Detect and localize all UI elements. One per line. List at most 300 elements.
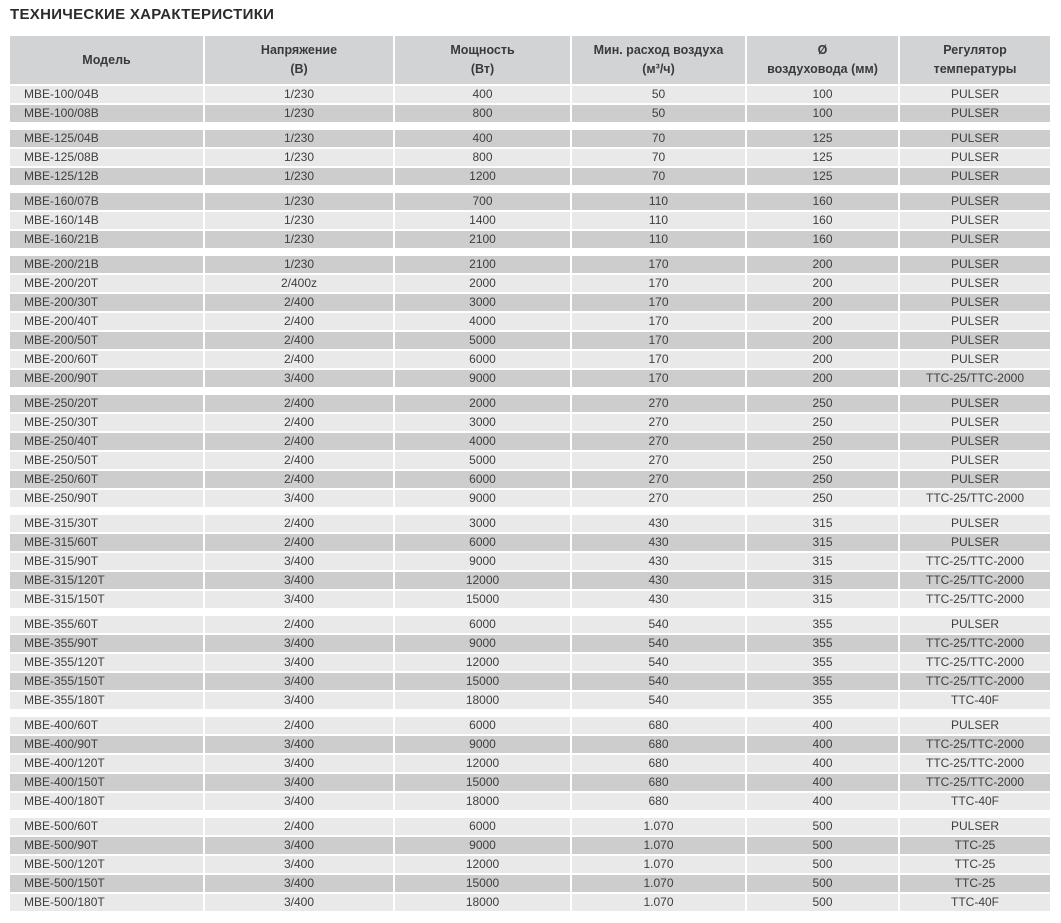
cell-model: MBE-200/20T bbox=[10, 275, 203, 292]
cell-diameter: 250 bbox=[747, 471, 898, 488]
cell-diameter: 500 bbox=[747, 837, 898, 854]
cell-model: MBE-400/60T bbox=[10, 717, 203, 734]
cell-regulator: PULSER bbox=[900, 193, 1050, 210]
table-row bbox=[10, 168, 1050, 185]
cell-airflow: 170 bbox=[572, 370, 745, 387]
cell-airflow: 110 bbox=[572, 212, 745, 229]
cell-airflow: 430 bbox=[572, 553, 745, 570]
cell-model: MBE-250/20T bbox=[10, 395, 203, 412]
cell-airflow: 1.070 bbox=[572, 875, 745, 892]
cell-diameter: 315 bbox=[747, 572, 898, 589]
cell-model: MBE-500/60T bbox=[10, 818, 203, 835]
table-row bbox=[10, 755, 1050, 772]
cell-power: 3000 bbox=[395, 414, 570, 431]
table-row bbox=[10, 395, 1050, 412]
header-cell-power bbox=[395, 36, 570, 84]
cell-power: 800 bbox=[395, 105, 570, 122]
cell-power: 15000 bbox=[395, 591, 570, 608]
cell-airflow: 540 bbox=[572, 616, 745, 633]
cell-airflow: 110 bbox=[572, 231, 745, 248]
cell-regulator: PULSER bbox=[900, 105, 1050, 122]
header-cell-voltage bbox=[205, 36, 393, 84]
cell-voltage: 1/230 bbox=[205, 212, 393, 229]
table-row bbox=[10, 572, 1050, 589]
cell-model: MBE-125/08B bbox=[10, 149, 203, 166]
cell-power: 2000 bbox=[395, 275, 570, 292]
cell-power: 2000 bbox=[395, 395, 570, 412]
cell-power: 18000 bbox=[395, 692, 570, 709]
cell-power: 6000 bbox=[395, 351, 570, 368]
cell-regulator: TTC-25/TTC-2000 bbox=[900, 736, 1050, 753]
table-row bbox=[10, 736, 1050, 753]
cell-regulator: TTC-25/TTC-2000 bbox=[900, 654, 1050, 671]
cell-regulator: PULSER bbox=[900, 149, 1050, 166]
table-row bbox=[10, 351, 1050, 368]
cell-model: MBE-500/120T bbox=[10, 856, 203, 873]
cell-airflow: 270 bbox=[572, 452, 745, 469]
cell-diameter: 500 bbox=[747, 875, 898, 892]
table-group-MBE-160 bbox=[10, 193, 1050, 248]
cell-power: 6000 bbox=[395, 534, 570, 551]
cell-diameter: 200 bbox=[747, 351, 898, 368]
header-line2: (Вт) bbox=[470, 62, 495, 76]
header-cell-regulator bbox=[900, 36, 1050, 84]
header-line1: Мощность bbox=[450, 43, 515, 58]
cell-power: 5000 bbox=[395, 332, 570, 349]
cell-airflow: 430 bbox=[572, 515, 745, 532]
table-group-MBE-100 bbox=[10, 86, 1050, 122]
cell-power: 6000 bbox=[395, 818, 570, 835]
cell-diameter: 100 bbox=[747, 86, 898, 103]
cell-diameter: 200 bbox=[747, 370, 898, 387]
cell-model: MBE-200/50T bbox=[10, 332, 203, 349]
cell-model: MBE-200/60T bbox=[10, 351, 203, 368]
cell-power: 4000 bbox=[395, 313, 570, 330]
cell-model: MBE-400/150T bbox=[10, 774, 203, 791]
table-row bbox=[10, 654, 1050, 671]
cell-voltage: 3/400 bbox=[205, 490, 393, 507]
table-row bbox=[10, 837, 1050, 854]
cell-airflow: 680 bbox=[572, 755, 745, 772]
cell-model: MBE-125/12B bbox=[10, 168, 203, 185]
cell-voltage: 2/400 bbox=[205, 332, 393, 349]
cell-power: 400 bbox=[395, 130, 570, 147]
cell-model: MBE-500/90T bbox=[10, 837, 203, 854]
table-row bbox=[10, 130, 1050, 147]
table-row bbox=[10, 313, 1050, 330]
cell-regulator: TTC-40F bbox=[900, 692, 1050, 709]
cell-power: 12000 bbox=[395, 755, 570, 772]
table-row bbox=[10, 534, 1050, 551]
cell-voltage: 3/400 bbox=[205, 635, 393, 652]
header-line1: Напряжение bbox=[260, 43, 338, 58]
cell-voltage: 3/400 bbox=[205, 736, 393, 753]
cell-regulator: PULSER bbox=[900, 433, 1050, 450]
cell-regulator: TTC-40F bbox=[900, 793, 1050, 810]
table-row bbox=[10, 149, 1050, 166]
cell-regulator: PULSER bbox=[900, 168, 1050, 185]
cell-voltage: 3/400 bbox=[205, 793, 393, 810]
cell-voltage: 2/400 bbox=[205, 414, 393, 431]
table-row bbox=[10, 193, 1050, 210]
table-row bbox=[10, 717, 1050, 734]
cell-diameter: 250 bbox=[747, 452, 898, 469]
table-row bbox=[10, 433, 1050, 450]
cell-power: 9000 bbox=[395, 553, 570, 570]
table-row bbox=[10, 774, 1050, 791]
cell-regulator: TTC-25/TTC-2000 bbox=[900, 572, 1050, 589]
cell-model: MBE-250/90T bbox=[10, 490, 203, 507]
header-cell-diameter bbox=[747, 36, 898, 84]
table-body bbox=[10, 86, 1050, 911]
cell-regulator: PULSER bbox=[900, 231, 1050, 248]
cell-airflow: 170 bbox=[572, 313, 745, 330]
table-row bbox=[10, 616, 1050, 633]
cell-diameter: 315 bbox=[747, 591, 898, 608]
cell-regulator: TTC-25/TTC-2000 bbox=[900, 755, 1050, 772]
cell-model: MBE-355/60T bbox=[10, 616, 203, 633]
cell-power: 2100 bbox=[395, 231, 570, 248]
cell-voltage: 3/400 bbox=[205, 591, 393, 608]
cell-airflow: 170 bbox=[572, 332, 745, 349]
cell-regulator: TTC-25/TTC-2000 bbox=[900, 673, 1050, 690]
cell-model: MBE-315/120T bbox=[10, 572, 203, 589]
cell-power: 9000 bbox=[395, 370, 570, 387]
header-cell-model bbox=[10, 36, 203, 84]
cell-regulator: TTC-25/TTC-2000 bbox=[900, 490, 1050, 507]
cell-airflow: 70 bbox=[572, 130, 745, 147]
cell-airflow: 170 bbox=[572, 294, 745, 311]
table-group-MBE-355 bbox=[10, 616, 1050, 709]
cell-model: MBE-500/180T bbox=[10, 894, 203, 911]
cell-regulator: PULSER bbox=[900, 414, 1050, 431]
cell-model: MBE-500/150T bbox=[10, 875, 203, 892]
cell-voltage: 1/230 bbox=[205, 105, 393, 122]
cell-regulator: PULSER bbox=[900, 212, 1050, 229]
cell-voltage: 2/400 bbox=[205, 433, 393, 450]
cell-airflow: 1.070 bbox=[572, 856, 745, 873]
cell-voltage: 3/400 bbox=[205, 774, 393, 791]
table-group-MBE-500 bbox=[10, 818, 1050, 911]
table-row bbox=[10, 673, 1050, 690]
cell-model: MBE-355/90T bbox=[10, 635, 203, 652]
cell-voltage: 2/400z bbox=[205, 275, 393, 292]
cell-diameter: 100 bbox=[747, 105, 898, 122]
cell-airflow: 270 bbox=[572, 433, 745, 450]
cell-regulator: PULSER bbox=[900, 256, 1050, 273]
cell-power: 1400 bbox=[395, 212, 570, 229]
cell-airflow: 70 bbox=[572, 149, 745, 166]
cell-diameter: 355 bbox=[747, 635, 898, 652]
cell-model: MBE-160/14B bbox=[10, 212, 203, 229]
cell-model: MBE-200/40T bbox=[10, 313, 203, 330]
table-row bbox=[10, 231, 1050, 248]
cell-model: MBE-250/50T bbox=[10, 452, 203, 469]
cell-regulator: PULSER bbox=[900, 471, 1050, 488]
cell-airflow: 680 bbox=[572, 774, 745, 791]
cell-model: MBE-315/150T bbox=[10, 591, 203, 608]
cell-airflow: 1.070 bbox=[572, 837, 745, 854]
cell-regulator: PULSER bbox=[900, 616, 1050, 633]
cell-model: MBE-200/90T bbox=[10, 370, 203, 387]
table-row bbox=[10, 793, 1050, 810]
cell-model: MBE-250/60T bbox=[10, 471, 203, 488]
cell-regulator: TTC-25/TTC-2000 bbox=[900, 591, 1050, 608]
cell-diameter: 200 bbox=[747, 294, 898, 311]
cell-voltage: 3/400 bbox=[205, 553, 393, 570]
header-line2: температуры bbox=[933, 62, 1017, 76]
cell-voltage: 2/400 bbox=[205, 818, 393, 835]
cell-model: MBE-400/120T bbox=[10, 755, 203, 772]
cell-voltage: 2/400 bbox=[205, 351, 393, 368]
table-row bbox=[10, 894, 1050, 911]
cell-diameter: 500 bbox=[747, 856, 898, 873]
cell-model: MBE-250/40T bbox=[10, 433, 203, 450]
cell-power: 12000 bbox=[395, 856, 570, 873]
cell-diameter: 315 bbox=[747, 515, 898, 532]
table-row bbox=[10, 212, 1050, 229]
table-group-MBE-400 bbox=[10, 717, 1050, 810]
cell-voltage: 3/400 bbox=[205, 572, 393, 589]
cell-model: MBE-355/180T bbox=[10, 692, 203, 709]
cell-power: 400 bbox=[395, 86, 570, 103]
cell-voltage: 3/400 bbox=[205, 755, 393, 772]
cell-diameter: 355 bbox=[747, 673, 898, 690]
cell-diameter: 355 bbox=[747, 616, 898, 633]
cell-regulator: PULSER bbox=[900, 534, 1050, 551]
table-row bbox=[10, 275, 1050, 292]
cell-model: MBE-200/21B bbox=[10, 256, 203, 273]
cell-voltage: 2/400 bbox=[205, 515, 393, 532]
cell-diameter: 200 bbox=[747, 275, 898, 292]
cell-voltage: 3/400 bbox=[205, 875, 393, 892]
cell-airflow: 50 bbox=[572, 86, 745, 103]
cell-diameter: 500 bbox=[747, 818, 898, 835]
table-group-MBE-315 bbox=[10, 515, 1050, 608]
table-row bbox=[10, 818, 1050, 835]
cell-airflow: 540 bbox=[572, 692, 745, 709]
table-row bbox=[10, 471, 1050, 488]
cell-voltage: 2/400 bbox=[205, 534, 393, 551]
cell-diameter: 500 bbox=[747, 894, 898, 911]
cell-diameter: 355 bbox=[747, 654, 898, 671]
cell-airflow: 1.070 bbox=[572, 818, 745, 835]
cell-regulator: TTC-25 bbox=[900, 837, 1050, 854]
cell-power: 6000 bbox=[395, 471, 570, 488]
cell-model: MBE-125/04B bbox=[10, 130, 203, 147]
header-cell-airflow bbox=[572, 36, 745, 84]
cell-airflow: 270 bbox=[572, 395, 745, 412]
cell-airflow: 170 bbox=[572, 256, 745, 273]
cell-model: MBE-355/120T bbox=[10, 654, 203, 671]
cell-power: 15000 bbox=[395, 774, 570, 791]
cell-regulator: TTC-25/TTC-2000 bbox=[900, 635, 1050, 652]
cell-model: MBE-315/90T bbox=[10, 553, 203, 570]
cell-regulator: PULSER bbox=[900, 294, 1050, 311]
table-row bbox=[10, 256, 1050, 273]
cell-voltage: 2/400 bbox=[205, 313, 393, 330]
cell-airflow: 680 bbox=[572, 793, 745, 810]
table-row bbox=[10, 370, 1050, 387]
cell-power: 12000 bbox=[395, 654, 570, 671]
table-row bbox=[10, 692, 1050, 709]
cell-regulator: TTC-25 bbox=[900, 875, 1050, 892]
cell-voltage: 1/230 bbox=[205, 149, 393, 166]
header-line2: воздуховода (мм) bbox=[767, 62, 878, 76]
cell-regulator: TTC-25/TTC-2000 bbox=[900, 553, 1050, 570]
cell-power: 700 bbox=[395, 193, 570, 210]
page-title: ТЕХНИЧЕСКИЕ ХАРАКТЕРИСТИКИ bbox=[10, 6, 275, 23]
cell-regulator: TTC-40F bbox=[900, 894, 1050, 911]
cell-voltage: 3/400 bbox=[205, 654, 393, 671]
cell-airflow: 170 bbox=[572, 275, 745, 292]
cell-power: 3000 bbox=[395, 515, 570, 532]
table-row bbox=[10, 332, 1050, 349]
cell-power: 9000 bbox=[395, 736, 570, 753]
cell-power: 15000 bbox=[395, 875, 570, 892]
cell-power: 9000 bbox=[395, 490, 570, 507]
cell-diameter: 160 bbox=[747, 212, 898, 229]
cell-diameter: 200 bbox=[747, 332, 898, 349]
cell-model: MBE-100/04B bbox=[10, 86, 203, 103]
cell-voltage: 2/400 bbox=[205, 616, 393, 633]
cell-power: 6000 bbox=[395, 616, 570, 633]
cell-diameter: 315 bbox=[747, 534, 898, 551]
cell-power: 18000 bbox=[395, 793, 570, 810]
cell-voltage: 1/230 bbox=[205, 231, 393, 248]
table-row bbox=[10, 515, 1050, 532]
cell-regulator: PULSER bbox=[900, 332, 1050, 349]
cell-diameter: 400 bbox=[747, 793, 898, 810]
cell-regulator: PULSER bbox=[900, 818, 1050, 835]
cell-power: 12000 bbox=[395, 572, 570, 589]
cell-regulator: PULSER bbox=[900, 395, 1050, 412]
cell-diameter: 250 bbox=[747, 433, 898, 450]
cell-power: 4000 bbox=[395, 433, 570, 450]
cell-diameter: 400 bbox=[747, 736, 898, 753]
table-header bbox=[10, 36, 1050, 84]
cell-voltage: 3/400 bbox=[205, 673, 393, 690]
table-row bbox=[10, 635, 1050, 652]
table-row bbox=[10, 105, 1050, 122]
cell-diameter: 160 bbox=[747, 231, 898, 248]
header-line1: Мин. расход воздуха bbox=[593, 43, 724, 58]
cell-voltage: 1/230 bbox=[205, 193, 393, 210]
cell-airflow: 540 bbox=[572, 673, 745, 690]
cell-voltage: 2/400 bbox=[205, 452, 393, 469]
cell-diameter: 250 bbox=[747, 395, 898, 412]
cell-airflow: 270 bbox=[572, 471, 745, 488]
cell-airflow: 430 bbox=[572, 572, 745, 589]
cell-voltage: 2/400 bbox=[205, 717, 393, 734]
table-row bbox=[10, 490, 1050, 507]
cell-regulator: TTC-25 bbox=[900, 856, 1050, 873]
cell-power: 1200 bbox=[395, 168, 570, 185]
cell-airflow: 50 bbox=[572, 105, 745, 122]
cell-diameter: 125 bbox=[747, 168, 898, 185]
cell-voltage: 2/400 bbox=[205, 294, 393, 311]
cell-airflow: 540 bbox=[572, 635, 745, 652]
cell-voltage: 3/400 bbox=[205, 856, 393, 873]
cell-airflow: 110 bbox=[572, 193, 745, 210]
cell-voltage: 3/400 bbox=[205, 370, 393, 387]
cell-diameter: 200 bbox=[747, 313, 898, 330]
cell-model: MBE-400/90T bbox=[10, 736, 203, 753]
cell-power: 3000 bbox=[395, 294, 570, 311]
cell-airflow: 270 bbox=[572, 490, 745, 507]
cell-diameter: 400 bbox=[747, 755, 898, 772]
header-line1: Модель bbox=[82, 52, 131, 67]
cell-voltage: 1/230 bbox=[205, 256, 393, 273]
cell-model: MBE-250/30T bbox=[10, 414, 203, 431]
cell-model: MBE-315/60T bbox=[10, 534, 203, 551]
cell-diameter: 315 bbox=[747, 553, 898, 570]
cell-power: 800 bbox=[395, 149, 570, 166]
cell-model: MBE-100/08B bbox=[10, 105, 203, 122]
header-line1: Ø bbox=[817, 43, 828, 58]
cell-voltage: 1/230 bbox=[205, 168, 393, 185]
cell-airflow: 430 bbox=[572, 534, 745, 551]
cell-diameter: 125 bbox=[747, 130, 898, 147]
cell-model: MBE-200/30T bbox=[10, 294, 203, 311]
cell-diameter: 400 bbox=[747, 717, 898, 734]
cell-power: 2100 bbox=[395, 256, 570, 273]
cell-voltage: 2/400 bbox=[205, 395, 393, 412]
cell-power: 9000 bbox=[395, 837, 570, 854]
cell-regulator: TTC-25/TTC-2000 bbox=[900, 774, 1050, 791]
cell-diameter: 250 bbox=[747, 490, 898, 507]
cell-diameter: 125 bbox=[747, 149, 898, 166]
cell-diameter: 160 bbox=[747, 193, 898, 210]
table-row bbox=[10, 856, 1050, 873]
cell-regulator: PULSER bbox=[900, 452, 1050, 469]
header-line1: Регулятор bbox=[943, 43, 1007, 58]
cell-regulator: PULSER bbox=[900, 130, 1050, 147]
table-row bbox=[10, 452, 1050, 469]
cell-diameter: 200 bbox=[747, 256, 898, 273]
cell-diameter: 400 bbox=[747, 774, 898, 791]
cell-regulator: PULSER bbox=[900, 86, 1050, 103]
cell-voltage: 1/230 bbox=[205, 130, 393, 147]
cell-regulator: PULSER bbox=[900, 515, 1050, 532]
table-row bbox=[10, 86, 1050, 103]
cell-voltage: 1/230 bbox=[205, 86, 393, 103]
cell-model: MBE-160/07B bbox=[10, 193, 203, 210]
cell-regulator: PULSER bbox=[900, 275, 1050, 292]
cell-voltage: 3/400 bbox=[205, 837, 393, 854]
cell-power: 6000 bbox=[395, 717, 570, 734]
table-group-MBE-125 bbox=[10, 130, 1050, 185]
cell-power: 9000 bbox=[395, 635, 570, 652]
cell-regulator: PULSER bbox=[900, 351, 1050, 368]
cell-power: 18000 bbox=[395, 894, 570, 911]
cell-model: MBE-315/30T bbox=[10, 515, 203, 532]
cell-power: 15000 bbox=[395, 673, 570, 690]
cell-airflow: 540 bbox=[572, 654, 745, 671]
cell-airflow: 430 bbox=[572, 591, 745, 608]
table-group-MBE-200 bbox=[10, 256, 1050, 387]
cell-voltage: 3/400 bbox=[205, 894, 393, 911]
table-row bbox=[10, 875, 1050, 892]
cell-airflow: 270 bbox=[572, 414, 745, 431]
table-group-MBE-250 bbox=[10, 395, 1050, 507]
cell-model: MBE-355/150T bbox=[10, 673, 203, 690]
cell-voltage: 2/400 bbox=[205, 471, 393, 488]
table-row bbox=[10, 553, 1050, 570]
cell-regulator: TTC-25/TTC-2000 bbox=[900, 370, 1050, 387]
cell-airflow: 70 bbox=[572, 168, 745, 185]
header-line2: (В) bbox=[290, 62, 308, 76]
